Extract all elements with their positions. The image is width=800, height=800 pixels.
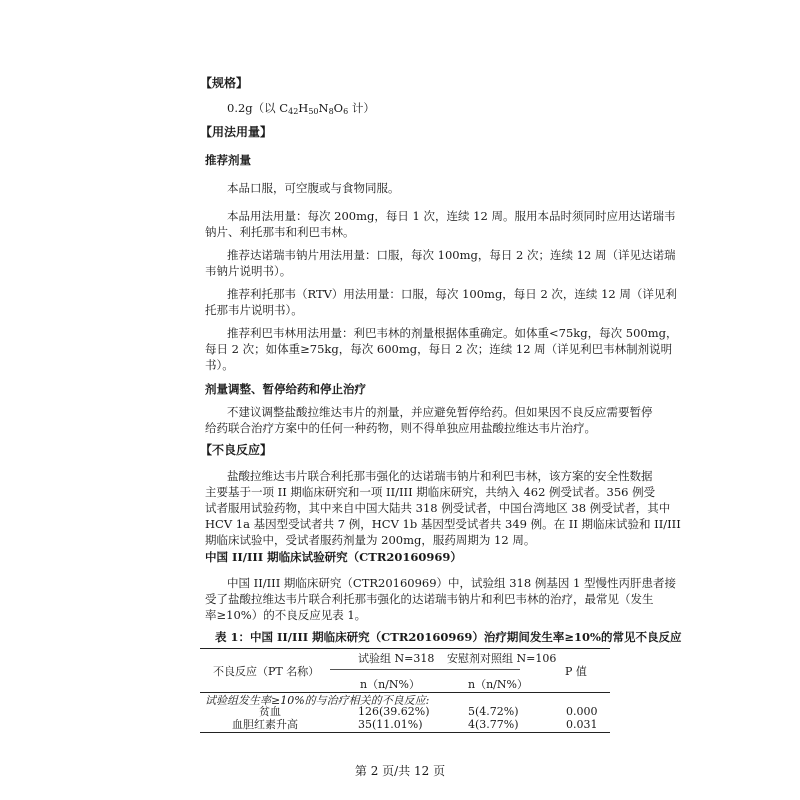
usage-p5-line3: 书）。 xyxy=(205,358,234,372)
usage-heading: 【用法用量】 xyxy=(200,125,273,139)
usage-p5-line2: 每日 2 次；如体重≥75kg，每次 600mg，每日 2 次；连续 12 周（详见利巴韦林制剂说明 xyxy=(205,342,673,356)
adverse-p1-line5: 期临床试验中，受试者服药剂量为 200mg，服药周期为 12 周。 xyxy=(205,533,536,547)
table-header-placebo: 安慰剂对照组 N=106 xyxy=(447,652,557,665)
table-row-placebo: 4(3.77%) xyxy=(468,718,519,731)
spec-heading: 【规格】 xyxy=(200,76,249,90)
usage-p5-line1: 推荐利巴韦林用法用量：利巴韦林的剂量根据体重确定。如体重<75kg，每次 500mg， xyxy=(227,326,678,340)
usage-p6-line1: 不建议调整盐酸拉维达韦片的剂量，并应避免暂停给药。但如果因不良反应需要暂停 xyxy=(227,405,653,419)
table-header-event: 不良反应（PT 名称） xyxy=(213,665,320,678)
table-row-trial: 35(11.01%) xyxy=(358,718,423,731)
usage-p4-line2: 托那韦片说明书）。 xyxy=(205,303,303,317)
usage-p6-line2: 给药联合治疗方案中的任何一种药物，则不得单独应用盐酸拉维达韦片治疗。 xyxy=(205,421,596,435)
spec-value: 0.2g（以 $C_{42}H_{50}N_8O_6$ 计） xyxy=(227,101,375,116)
adverse-p1-line2: 主要基于一项 II 期临床研究和一项 II/III 期临床研究，共纳入 462 例受试者。356 例受 xyxy=(205,485,656,499)
table-row-event: 血胆红素升高 xyxy=(232,718,298,731)
table-row-p: 0.000 xyxy=(566,705,598,718)
table-subheader-placebo: n（n/N%） xyxy=(468,678,528,691)
adverse-p2-line3: 率≥10%）的不良反应见表 1。 xyxy=(205,608,367,622)
table-row-placebo: 5(4.72%) xyxy=(468,705,519,718)
table-header-p: P 值 xyxy=(565,665,587,678)
table-top-rule xyxy=(200,648,610,649)
table-header-bottom-rule xyxy=(200,692,610,693)
adverse-sub-study: 中国 II/III 期临床试验研究（CTR20160969） xyxy=(205,550,462,564)
table-row-p: 0.031 xyxy=(566,718,598,731)
table-header-trial: 试验组 N=318 xyxy=(358,652,435,665)
page-number: 第 2 页/共 12 页 xyxy=(354,764,446,778)
table-title: 表 1：中国 II/III 期临床研究（CTR20160969）治疗期间发生率≥10%的常见不良反应 xyxy=(215,630,682,644)
table-row-event: 贫血 xyxy=(259,705,281,718)
table-group-label: 试验组发生率≥10%的与治疗相关的不良反应: xyxy=(205,694,430,707)
usage-p3-line1: 推荐达诺瑞韦钠片用法用量：口服，每次 100mg，每日 2 次；连续 12 周（详见达诺瑞 xyxy=(227,248,676,262)
usage-p4-line1: 推荐利托那韦（RTV）用法用量：口服，每次 100mg，每日 2 次，连续 12 周（详见利 xyxy=(227,287,677,301)
adverse-p1-line4: HCV 1a 基因型受试者共 7 例，HCV 1b 基因型受试者共 349 例。在 II 期临床试验和 II/III xyxy=(205,517,681,531)
usage-p1: 本品口服，可空腹或与食物同服。 xyxy=(227,181,400,195)
table-header-mid-rule xyxy=(330,669,520,670)
usage-sub-recommended-dose: 推荐剂量 xyxy=(205,153,251,167)
table-bottom-rule xyxy=(200,732,610,733)
table-subheader-trial: n（n/N%） xyxy=(360,678,420,691)
usage-p2-line1: 本品用法用量：每次 200mg，每日 1 次，连续 12 周。服用本品时须同时应用达诺瑞韦 xyxy=(227,209,676,223)
adverse-p2-line2: 受了盐酸拉维达韦片联合利托那韦强化的达诺瑞韦钠片和利巴韦林的治疗，最常见（发生 xyxy=(205,592,654,606)
adverse-p2-line1: 中国 II/III 期临床研究（CTR20160969）中，试验组 318 例基因 1 型慢性丙肝患者接 xyxy=(227,576,676,590)
table-row-trial: 126(39.62%) xyxy=(358,705,430,718)
usage-p2-line2: 钠片、利托那韦和利巴韦林。 xyxy=(205,225,355,239)
adverse-p1-line3: 试者服用试验药物，其中来自中国大陆共 318 例受试者，中国台湾地区 38 例受试者，其中 xyxy=(205,501,671,515)
usage-p3-line2: 韦钠片说明书）。 xyxy=(205,264,292,278)
usage-sub-dose-adjustment: 剂量调整、暂停给药和停止治疗 xyxy=(205,382,366,396)
adverse-p1-line1: 盐酸拉维达韦片联合利托那韦强化的达诺瑞韦钠片和利巴韦林，该方案的安全性数据 xyxy=(227,469,653,483)
adverse-heading: 【不良反应】 xyxy=(200,443,273,457)
